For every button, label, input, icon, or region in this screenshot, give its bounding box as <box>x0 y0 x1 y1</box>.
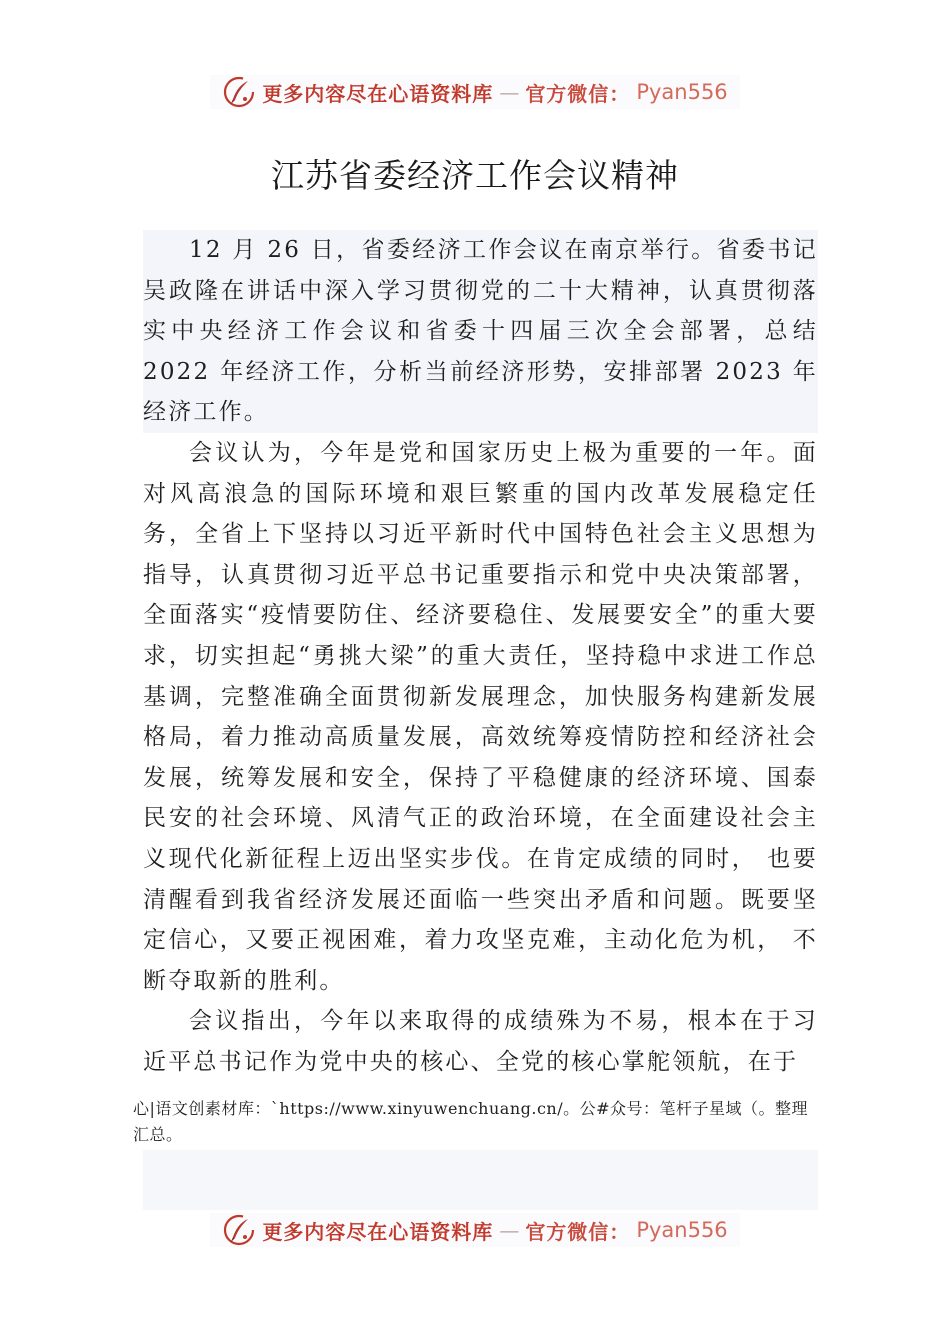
document-title: 江苏省委经济工作会议精神 <box>271 156 679 196</box>
bottom-banner <box>0 1208 950 1252</box>
banner-slogan: 更多内容尽在心语资料库 <box>262 81 494 106</box>
banner-dash: — <box>499 80 520 104</box>
paragraph-2: 会议认为，今年是党和国家历史上极为重要的一年。面对风高浪急的国际环境和艰巨繁重的国内改革发展稳定任务，全省上下坚持以习近平新时代中国特色社会主义思想为指导，认真贯彻习近平总书记重要指示和党中央决策部署，全面落实“疫情要防住、经济要稳住、发展要安全”的重大要求，切实担起“勇挑大梁”的重大责任，坚持稳中求进工作总基调，完整准确全面贯彻新发展理念，加快服务构建新发展格局，着力推动高质量发展，高效统筹疫情防控和经济社会发展，统筹发展和安全，保持了平稳健康的经济环境、国泰民安的社会环境、风清气正的政治环境，在全面建设社会主义现代化新征程上迈出坚实步伐。在肯定成绩的同时， 也要清醒看到我省经济发展还面临一些突出矛盾和问题。既要坚定信心，又要正视困难，着力攻坚克难，主动化危为机， 不断夺取新的胜利。 <box>143 433 818 1001</box>
quill-pen-logo-icon <box>222 75 256 109</box>
source-note: 心|语文创素材库：`https://www.xinyuwenchuang.cn/。公#众号：笔杆子星域（。整理汇总。 <box>133 1096 823 1148</box>
banner-slogan: 更多内容尽在心语资料库 <box>262 1219 494 1244</box>
top-banner <box>0 70 950 114</box>
banner-wechat-label: 官方微信： <box>525 81 631 106</box>
top-banner-inner <box>210 75 739 109</box>
banner-wechat-label: 官方微信： <box>525 1219 631 1244</box>
paragraph-1: 12 月 26 日，省委经济工作会议在南京举行。省委书记吴政隆在讲话中深入学习贯彻党的二十大精神，认真贯彻落实中央经济工作会议和省委十四届三次全会部署，总结 2022 年经济工作，分析当前经济形势，安排部署 2023 年经济工作。 <box>143 230 818 433</box>
banner-wechat-id: Pyan556 <box>636 1218 728 1242</box>
banner-wechat-id: Pyan556 <box>636 80 728 104</box>
document-body <box>143 230 818 1082</box>
banner-dash: — <box>499 1218 520 1242</box>
bottom-banner-inner <box>210 1213 739 1247</box>
quill-pen-logo-icon <box>222 1213 256 1247</box>
paragraph-3: 会议指出，今年以来取得的成绩殊为不易，根本在于习近平总书记作为党中央的核心、全党的核心掌舵领航，在于 <box>143 1001 818 1082</box>
lower-shade-block <box>143 1150 818 1210</box>
